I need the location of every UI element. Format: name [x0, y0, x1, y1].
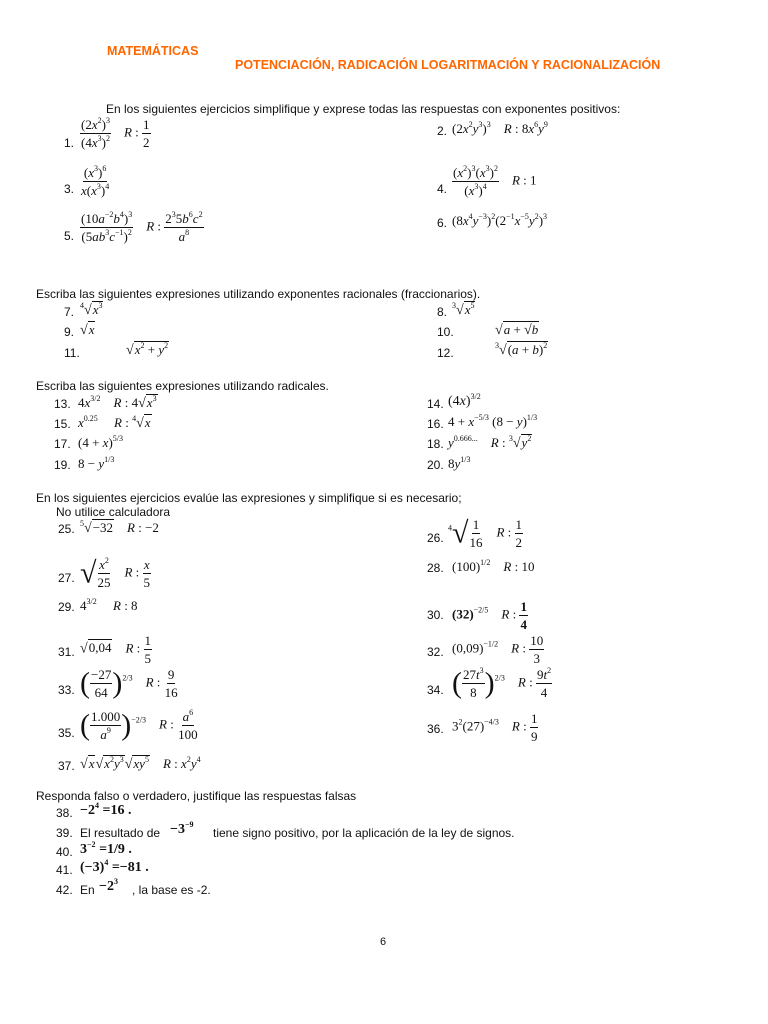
exercise-11-expression: $√x^2 + y^2$ — [126, 341, 169, 358]
exercise-20-expression: $8y^{1/3}$ — [448, 455, 471, 471]
exercise-number: 10. — [437, 325, 454, 339]
subject-title: MATEMÁTICAS — [107, 44, 199, 58]
exercise-number: 36. — [427, 722, 444, 736]
exercise-15-expression: $x^{0.25}$ R : $^4$√x — [78, 414, 151, 431]
section-instructions-2: Escriba las siguientes expresiones utilizando exponentes racionales (fraccionarios). — [36, 287, 481, 301]
exercise-27-expression: √ $\frac{x^2}{25}$ R : $\frac{x}{5}$ — [80, 556, 151, 590]
exercise-number: 3. — [64, 182, 75, 196]
exercise-13-expression: $4x^{3/2}$ R : $4√x^3$ — [78, 394, 157, 411]
section-instructions-3: Escriba las siguientes expresiones utilizando radicales. — [36, 379, 329, 393]
exercise-number: 18. — [427, 437, 444, 451]
exercise-9-expression: √x — [80, 322, 95, 338]
exercise-42-expression: $-2^3$ — [99, 877, 118, 894]
exercise-number: 14. — [427, 397, 444, 411]
exercise-number: 28. — [427, 561, 444, 575]
exercise-number: 27. — [58, 571, 75, 585]
exercise-8-expression: $^3√x^5$ — [452, 301, 475, 318]
exercise-42-text-start: En — [80, 883, 95, 897]
exercise-40-expression: $3^{-2} =1/9$ . — [80, 840, 132, 857]
exercise-25-expression: $^5$√−32 R : −2 — [80, 519, 159, 536]
exercise-number: 39. — [56, 826, 73, 840]
exercise-41-expression: $(-3)^4 =-81$ . — [80, 858, 149, 875]
exercise-number: 12. — [437, 346, 454, 360]
exercise-2-expression: $(2x^2y^3)^3$ R : $8x^6y^9$ — [452, 120, 548, 136]
exercise-number: 5. — [64, 229, 75, 243]
page-title: POTENCIACIÓN, RADICACIÓN LOGARITMACIÓN Y RACIONALIZACIÓN — [235, 58, 661, 72]
exercise-1-expression: $\frac{(2x^2)^3}{(4x^3)^2}$ R : $\frac{1}{2}$ — [81, 116, 150, 150]
exercise-number: 38. — [56, 806, 73, 820]
exercise-number: 6. — [437, 216, 448, 230]
exercise-16-expression: $4 + x^{-5/3}$ $(8 - y)^{1/3}$ — [448, 413, 538, 429]
exercise-26-expression: $^4$√ $\frac{1}{16}$ R : $\frac{1}{2}$ — [448, 516, 523, 550]
exercise-number: 42. — [56, 883, 73, 897]
exercise-number: 26. — [427, 531, 444, 545]
exercise-31-expression: √0,04 R : $\frac{1}{5}$ — [80, 633, 152, 666]
section-instructions-1: En los siguientes ejercicios simplifique y exprese todas las respuestas con exponentes positivos: — [106, 102, 621, 116]
exercise-12-expression: $^3√(a + b)^2$ — [495, 341, 548, 358]
exercise-39-expression: $-3^{-9}$ — [170, 820, 194, 837]
exercise-number: 13. — [54, 397, 71, 411]
exercise-number: 2. — [437, 124, 448, 138]
exercise-number: 19. — [54, 458, 71, 472]
exercise-number: 11. — [64, 346, 80, 360]
exercise-number: 37. — [58, 759, 75, 773]
exercise-number: 7. — [64, 305, 75, 319]
exercise-17-expression: $(4 + x)^{5/3}$ — [78, 434, 124, 450]
exercise-6-expression: $(8x^4y^{-3})^2(2^{-1}x^{-5}y^2)^3$ — [452, 212, 548, 228]
exercise-7-expression: $^4√x^3$ — [80, 301, 103, 318]
section-instructions-4: En los siguientes ejercicios evalúe las expresiones y simplifique si es necesario; — [36, 491, 462, 505]
exercise-39-text-start: El resultado de — [80, 826, 161, 840]
section-instructions-4-note: No utilice calculadora — [56, 505, 171, 519]
exercise-number: 16. — [427, 417, 444, 431]
exercise-number: 30. — [427, 608, 444, 622]
exercise-14-expression: $(4x)^{3/2}$ — [448, 392, 481, 409]
exercise-number: 34. — [427, 683, 444, 697]
exercise-number: 9. — [64, 325, 75, 339]
exercise-37-expression: $√x√x^2y^3√xy^5$ R : $x^2y^4$ — [80, 755, 201, 772]
exercise-30-expression: $(32)^{-2/5}$ R : $\frac{1}{4}$ — [452, 599, 527, 632]
exercise-number: 29. — [58, 600, 75, 614]
exercise-10-expression: √a + √b — [495, 322, 539, 338]
exercise-number: 35. — [58, 726, 75, 740]
exercise-number: 32. — [427, 645, 444, 659]
exercise-number: 4. — [437, 182, 448, 196]
exercise-32-expression: $(0,09)^{-1/2}$ R : $\frac{10}{3}$ — [452, 633, 544, 666]
exercise-number: 40. — [56, 845, 73, 859]
exercise-33-expression: ( $\frac{-27}{64}$ )$^{2/3}$ R : $\frac{9}{16}$ — [80, 666, 178, 700]
exercise-number: 17. — [54, 437, 71, 451]
exercise-35-expression: ( $\frac{1.000}{a^9}$ )$^{-2/3}$ R : $\frac{a^6}{100}$ — [80, 708, 198, 742]
exercise-number: 41. — [56, 863, 73, 877]
exercise-number: 31. — [58, 645, 75, 659]
exercise-29-expression: $4^{3/2}$ R : 8 — [80, 597, 138, 613]
exercise-5-expression: $\frac{(10a^{-2}b^4)^3}{(5ab^3c^{-1})^2}$ R : $\frac{2^35b^6c^2}{a^8}$ — [81, 210, 203, 244]
exercise-42-text-end: , la base es -2. — [132, 883, 211, 897]
exercise-number: 8. — [437, 305, 448, 319]
exercise-39-text-end: tiene signo positivo, por la aplicación de la ley de signos. — [213, 826, 515, 840]
exercise-34-expression: ( $\frac{27t^3}{8}$ )$^{2/3}$ R : $\frac{9t^2}{4}$ — [452, 666, 552, 700]
exercise-3-expression: $\frac{(x^3)^6}{x(x^3)^4}$ — [81, 164, 110, 198]
exercise-18-expression: $y^{0.666...}$ R : $^3√y^2$ — [448, 434, 532, 451]
exercise-38-expression: $-2^4 =16$ . — [80, 801, 132, 818]
exercise-36-expression: $3^2(27)^{-4/3}$ R : $\frac{1}{9}$ — [452, 711, 538, 744]
section-instructions-5: Responda falso o verdadero, justifique las respuestas falsas — [36, 789, 357, 803]
exercise-number: 1. — [64, 136, 75, 150]
exercise-4-expression: $\frac{(x^2)^3(x^3)^2}{(x^3)^4}$ R : 1 — [453, 164, 537, 198]
exercise-number: 20. — [427, 458, 444, 472]
exercise-28-expression: $(100)^{1/2}$ R : 10 — [452, 558, 535, 574]
page-number: 6 — [380, 936, 387, 948]
exercise-19-expression: $8 - y^{1/3}$ — [78, 455, 115, 471]
exercise-number: 25. — [58, 522, 75, 536]
exercise-number: 33. — [58, 683, 75, 697]
exercise-number: 15. — [54, 417, 71, 431]
